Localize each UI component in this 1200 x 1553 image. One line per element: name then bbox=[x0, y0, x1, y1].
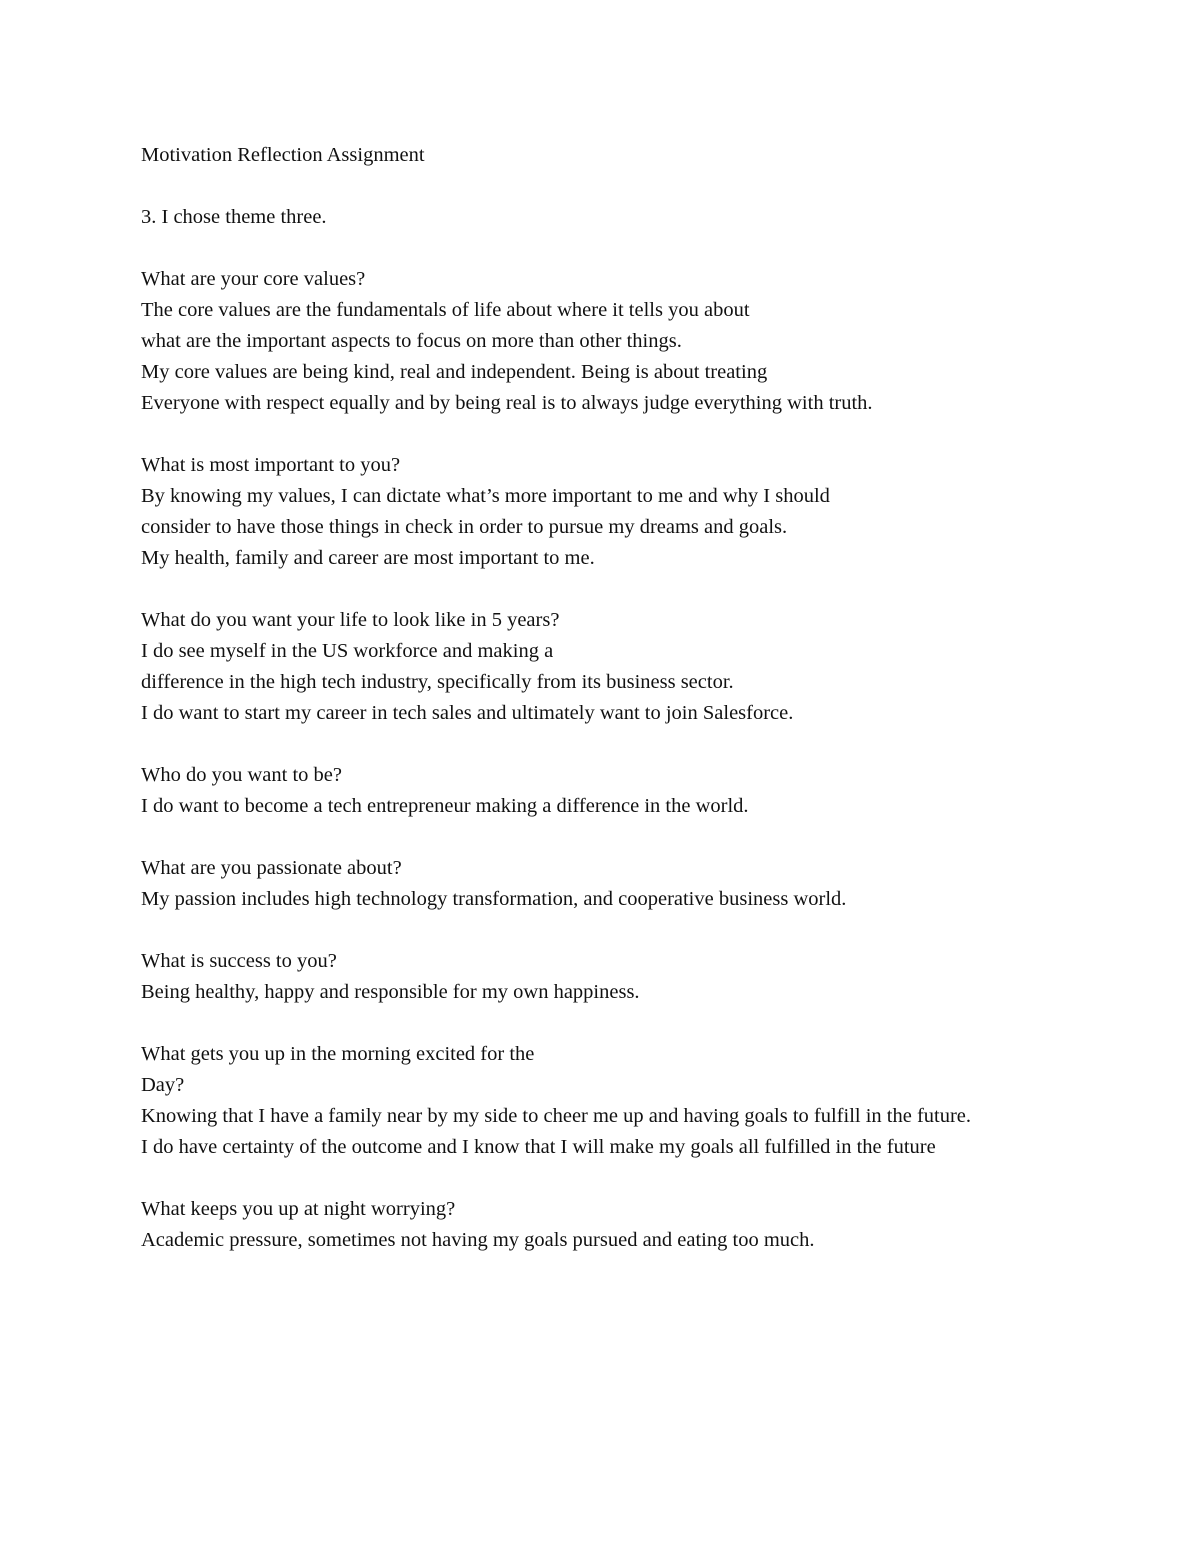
document-title: Motivation Reflection Assignment bbox=[141, 144, 425, 166]
answer-line: difference in the high tech industry, specifically from its business sector. bbox=[141, 671, 734, 693]
answer-line: By knowing my values, I can dictate what’s more important to me and why I should bbox=[141, 485, 830, 507]
section-morning-motivation bbox=[141, 1039, 1141, 1163]
document-body bbox=[141, 140, 1141, 1256]
spacer bbox=[141, 1163, 1141, 1194]
question: What are your core values? bbox=[141, 268, 366, 290]
answer-line: Being healthy, happy and responsible for my own happiness. bbox=[141, 981, 640, 1003]
section-core-values bbox=[141, 264, 1141, 419]
question: What is success to you? bbox=[141, 950, 337, 972]
theme-choice: 3. I chose theme three. bbox=[141, 206, 327, 228]
answer-line: The core values are the fundamentals of life about where it tells you about bbox=[141, 299, 750, 321]
answer-line: I do want to start my career in tech sales and ultimately want to join Salesforce. bbox=[141, 702, 794, 724]
question: Who do you want to be? bbox=[141, 764, 342, 786]
answer-line: I do have certainty of the outcome and I know that I will make my goals all fulfilled in the future bbox=[141, 1136, 936, 1158]
section-most-important bbox=[141, 450, 1141, 574]
section-five-years bbox=[141, 605, 1141, 729]
answer-line: consider to have those things in check in order to pursue my dreams and goals. bbox=[141, 516, 788, 538]
question: What gets you up in the morning excited for the bbox=[141, 1043, 535, 1065]
answer-line: Academic pressure, sometimes not having my goals pursued and eating too much. bbox=[141, 1229, 815, 1251]
section-passion bbox=[141, 853, 1141, 915]
answer-line: I do want to become a tech entrepreneur making a difference in the world. bbox=[141, 795, 749, 817]
answer-line: My core values are being kind, real and independent. Being is about treating bbox=[141, 361, 768, 383]
spacer bbox=[141, 233, 1141, 264]
answer-line: I do see myself in the US workforce and making a bbox=[141, 640, 554, 662]
question: What are you passionate about? bbox=[141, 857, 402, 879]
answer-line: Day? bbox=[141, 1074, 185, 1096]
section-night-worries bbox=[141, 1194, 1141, 1256]
section-success bbox=[141, 946, 1141, 1008]
answer-line: what are the important aspects to focus on more than other things. bbox=[141, 330, 682, 352]
question: What keeps you up at night worrying? bbox=[141, 1198, 456, 1220]
answer-line: Knowing that I have a family near by my side to cheer me up and having goals to fulfill in the future. bbox=[141, 1105, 972, 1127]
spacer bbox=[141, 822, 1141, 853]
question: What do you want your life to look like in 5 years? bbox=[141, 609, 560, 631]
question: What is most important to you? bbox=[141, 454, 401, 476]
spacer bbox=[141, 419, 1141, 450]
spacer bbox=[141, 574, 1141, 605]
spacer bbox=[141, 1008, 1141, 1039]
spacer bbox=[141, 171, 1141, 202]
spacer bbox=[141, 729, 1141, 760]
answer-line: My passion includes high technology transformation, and cooperative business world. bbox=[141, 888, 847, 910]
answer-line: Everyone with respect equally and by being real is to always judge everything with truth. bbox=[141, 392, 873, 414]
section-who-to-be bbox=[141, 760, 1141, 822]
answer-line: My health, family and career are most important to me. bbox=[141, 547, 595, 569]
spacer bbox=[141, 915, 1141, 946]
